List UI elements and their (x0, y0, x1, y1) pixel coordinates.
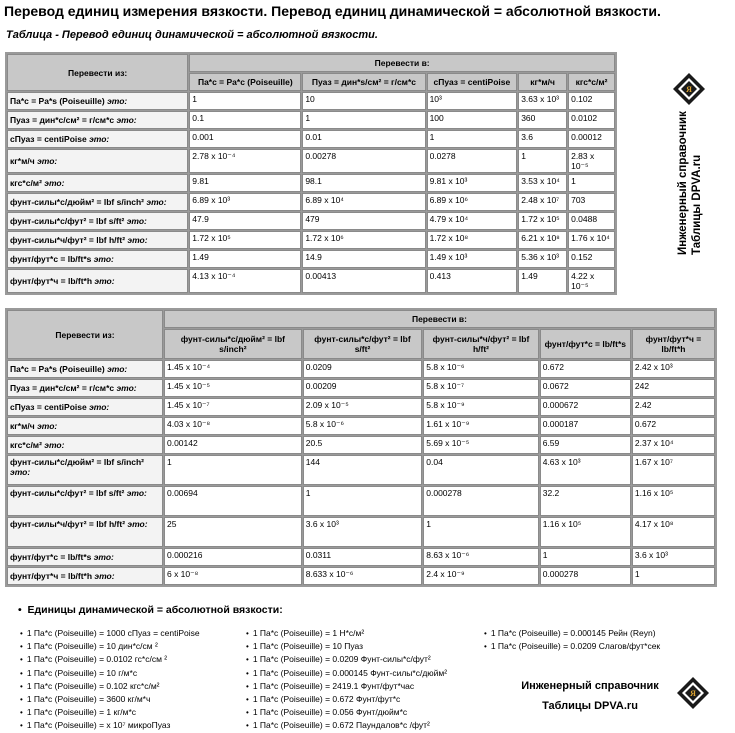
table-cell: 2.42 x 10³ (632, 360, 715, 378)
unit-equivalence-item: • 1 Па*с (Poiseuille) = 0.000145 Рейн (Reyn) (484, 627, 660, 640)
table-cell: 1.72 x 10⁸ (427, 231, 518, 249)
units-title-text: Единицы динамической = абсолютной вязкости: (27, 604, 283, 616)
table-cell: 1 (423, 517, 538, 547)
column-header: кгс*с/м² (568, 73, 615, 91)
unit-equivalence-item: • 1 Па*с (Poiseuille) = 0.056 Фунт/дюйм*с (246, 706, 447, 719)
row-header (7, 149, 188, 173)
table-row (7, 486, 715, 516)
table-cell: 0.0102 (568, 111, 615, 129)
table-cell: 1.45 x 10⁻⁷ (164, 398, 302, 416)
unit-equivalence-item: • 1 Па*с (Poiseuille) = 2419.1 Фунт/фут*час (246, 680, 447, 693)
table-cell: 8.633 x 10⁻⁶ (303, 567, 423, 585)
table-row (7, 92, 615, 110)
row-unit-name: фунт-силы*с/фут² = lbf s/ft² (10, 216, 127, 226)
table-cell: 6.89 x 10⁴ (302, 193, 425, 211)
table-cell: 6 x 10⁻⁸ (164, 567, 302, 585)
row-unit-name: фунт/фут*с = lb/ft*s (10, 552, 94, 562)
table-cell: 0.0209 (303, 360, 423, 378)
table-cell: 3.6 (518, 130, 567, 148)
row-suffix: это: (89, 134, 110, 144)
table-row (7, 436, 715, 454)
table-cell: 1 (518, 149, 567, 173)
table-cell: 4.13 x 10⁻⁴ (189, 269, 301, 293)
table-cell: 0.04 (423, 455, 538, 485)
column-header: фунт/фут*ч = lb/ft*h (632, 329, 715, 359)
table-cell: 1.49 (189, 250, 301, 268)
row-suffix: это: (126, 216, 147, 226)
table-cell: 0.0278 (427, 149, 518, 173)
units-list-col2 (246, 627, 447, 733)
table-row (7, 193, 615, 211)
page-title: Перевод единиц измерения вязкости. Перевод единиц динамической = абсолютной вязкости. (4, 3, 661, 19)
row-header (7, 379, 163, 397)
table-row (7, 269, 615, 293)
row-suffix: это: (44, 178, 65, 188)
table-cell: 0.00278 (302, 149, 425, 173)
table-cell: 1.72 x 10⁶ (302, 231, 425, 249)
table-cell: 5.69 x 10⁻⁵ (423, 436, 538, 454)
row-header (7, 174, 188, 192)
table-cell: 25 (164, 517, 302, 547)
unit-equivalence-item: • 1 Па*с (Poiseuille) = 3600 кг/м*ч (20, 693, 200, 706)
svg-text:Я: Я (686, 85, 692, 94)
table-cell: 242 (632, 379, 715, 397)
table-cell: 0.01 (302, 130, 425, 148)
table-cell: 20.5 (303, 436, 423, 454)
table-cell: 0.00142 (164, 436, 302, 454)
table-cell: 0.0488 (568, 212, 615, 230)
table-row (7, 130, 615, 148)
table-cell: 1.49 (518, 269, 567, 293)
row-header (7, 231, 188, 249)
row-header (7, 250, 188, 268)
table-row (7, 111, 615, 129)
unit-equivalence-item: • 1 Па*с (Poiseuille) = 0.672 Фунт/фут*с (246, 693, 447, 706)
table-cell: 1 (568, 174, 615, 192)
table-cell: 1 (540, 548, 631, 566)
row-header (7, 92, 188, 110)
row-header (7, 130, 188, 148)
unit-equivalence-item: • 1 Па*с (Poiseuille) = 0.000145 Фунт-силы*с/дюйм² (246, 667, 447, 680)
table-row (7, 517, 715, 547)
table-cell: 1.72 x 10⁵ (518, 212, 567, 230)
table-row (7, 379, 715, 397)
row-suffix: это: (116, 383, 137, 393)
row-unit-name: сПуаз = centiPoise (10, 134, 90, 144)
units-list-col1 (20, 627, 200, 733)
row-unit-name: кгс*с/м² (10, 440, 45, 450)
table-cell: 14.9 (302, 250, 425, 268)
table-cell: 0.001 (189, 130, 301, 148)
table-cell: 0.413 (427, 269, 518, 293)
unit-equivalence-item: • 1 Па*с (Poiseuille) = 0.0102 гс*с/см ² (20, 653, 200, 666)
row-suffix: это: (116, 115, 137, 125)
table-cell: 4.79 x 10⁴ (427, 212, 518, 230)
row-unit-name: фунт/фут*с = lb/ft*s (10, 254, 94, 264)
table-cell: 5.36 x 10³ (518, 250, 567, 268)
to-header: Перевести в: (189, 54, 615, 72)
table-row (7, 360, 715, 378)
conversion-table-2 (5, 308, 717, 587)
to-header: Перевести в: (164, 310, 715, 328)
units-title-bullet: • (18, 604, 28, 616)
column-header: фунт-силы*с/фут² = lbf s/ft² (303, 329, 423, 359)
row-suffix: это: (89, 402, 110, 412)
row-unit-name: фунт/фут*ч = lb/ft*h (10, 571, 95, 581)
from-header: Перевести из: (7, 310, 163, 359)
table-cell: 5.8 x 10⁻⁶ (303, 417, 423, 435)
row-suffix: это: (93, 552, 114, 562)
row-header (7, 436, 163, 454)
table-cell: 0.0311 (303, 548, 423, 566)
table-row (7, 212, 615, 230)
table-cell: 2.48 x 10⁷ (518, 193, 567, 211)
row-suffix: это: (146, 197, 167, 207)
row-unit-name: Па*с = Pa*s (Poiseuille) (10, 364, 108, 374)
table-cell: 1 (632, 567, 715, 585)
table-cell: 479 (302, 212, 425, 230)
column-header: фунт/фут*с = lb/ft*s (540, 329, 631, 359)
table-cell: 1.16 x 10⁵ (632, 486, 715, 516)
row-header (7, 111, 188, 129)
row-header (7, 398, 163, 416)
table-row (7, 548, 715, 566)
from-header: Перевести из: (7, 54, 188, 91)
table-cell: 1 (427, 130, 518, 148)
table-cell: 4.17 x 10⁸ (632, 517, 715, 547)
table-cell: 10 (302, 92, 425, 110)
units-title (18, 604, 283, 616)
table-cell: 0.1 (189, 111, 301, 129)
table-row (7, 455, 715, 485)
row-header (7, 417, 163, 435)
table-cell: 360 (518, 111, 567, 129)
row-unit-name: Пуаз = дин*с/см² = г/см*с (10, 383, 117, 393)
table-cell: 0.00413 (302, 269, 425, 293)
row-unit-name: фунт-силы*с/фут² = lbf s/ft² (10, 488, 127, 498)
header-row (7, 310, 715, 328)
row-unit-name: фунт-силы*с/дюйм² = lbf s/inch² (10, 197, 147, 207)
table-cell: 0.00209 (303, 379, 423, 397)
row-unit-name: кг*м/ч (10, 156, 38, 166)
table-cell: 1.67 x 10⁷ (632, 455, 715, 485)
table-cell: 0.000216 (164, 548, 302, 566)
table-cell: 0.0672 (540, 379, 631, 397)
row-suffix: это: (127, 235, 148, 245)
table-cell: 9.81 x 10³ (427, 174, 518, 192)
table-cell: 5.8 x 10⁻⁷ (423, 379, 538, 397)
row-header (7, 567, 163, 585)
row-header (7, 517, 163, 547)
unit-equivalence-item: • 1 Па*с (Poiseuille) = 10 дин*с/см ² (20, 640, 200, 653)
table-cell: 4.03 x 10⁻⁸ (164, 417, 302, 435)
table-cell: 2.37 x 10⁴ (632, 436, 715, 454)
row-suffix: это: (126, 488, 147, 498)
unit-equivalence-item: • 1 Па*с (Poiseuille) = 1 Н*с/м² (246, 627, 447, 640)
table-cell: 4.63 x 10³ (540, 455, 631, 485)
table-cell: 1.45 x 10⁻⁵ (164, 379, 302, 397)
row-unit-name: Па*с = Pa*s (Poiseuille) (10, 96, 108, 106)
table-row (7, 149, 615, 173)
row-suffix: это: (37, 421, 58, 431)
row-unit-name: кгс*с/м² (10, 178, 45, 188)
table-cell: 0.152 (568, 250, 615, 268)
row-suffix: это: (94, 276, 115, 286)
table-cell: 2.42 (632, 398, 715, 416)
table-cell: 1.49 x 10³ (427, 250, 518, 268)
column-header: фунт-силы*ч/фут² = lbf h/ft² (423, 329, 538, 359)
table-cell: 3.6 x 10³ (303, 517, 423, 547)
table-cell: 1.16 x 10⁵ (540, 517, 631, 547)
table-cell: 4.22 x 10⁻⁵ (568, 269, 615, 293)
row-suffix: это: (93, 254, 114, 264)
table-cell: 47.9 (189, 212, 301, 230)
table-cell: 2.83 x 10⁻⁵ (568, 149, 615, 173)
table-cell: 0.000672 (540, 398, 631, 416)
table-cell: 6.21 x 10⁸ (518, 231, 567, 249)
table-cell: 3.6 x 10³ (632, 548, 715, 566)
table-cell: 2.4 x 10⁻⁹ (423, 567, 538, 585)
table-cell: 703 (568, 193, 615, 211)
table-cell: 100 (427, 111, 518, 129)
table-cell: 9.81 (189, 174, 301, 192)
unit-equivalence-item: • 1 Па*с (Poiseuille) = x 10⁷ микроПуаз (20, 719, 200, 732)
table-cell: 1 (189, 92, 301, 110)
row-unit-name: Пуаз = дин*с/см² = г/см*с (10, 115, 117, 125)
row-header (7, 360, 163, 378)
table-cell: 1.72 x 10⁵ (189, 231, 301, 249)
row-unit-name: фунт-силы*ч/фут² = lbf h/ft² (10, 235, 128, 245)
table-cell: 0.000187 (540, 417, 631, 435)
row-suffix: это: (94, 571, 115, 581)
unit-equivalence-item: • 1 Па*с (Poiseuille) = 0.672 Паундалов*с /фут² (246, 719, 447, 732)
table-cell: 0.102 (568, 92, 615, 110)
table-cell: 6.59 (540, 436, 631, 454)
table-row (7, 398, 715, 416)
row-suffix: это: (107, 364, 128, 374)
row-suffix: это: (107, 96, 128, 106)
table-cell: 8.63 x 10⁻⁶ (423, 548, 538, 566)
table-cell: 5.8 x 10⁻⁶ (423, 360, 538, 378)
table-cell: 0.00012 (568, 130, 615, 148)
table-cell: 6.89 x 10⁶ (427, 193, 518, 211)
unit-equivalence-item: • 1 Па*с (Poiseuille) = 0.102 кгс*с/м² (20, 680, 200, 693)
row-header (7, 548, 163, 566)
table-cell: 98.1 (302, 174, 425, 192)
side-brand-text (676, 111, 704, 255)
table-cell: 2.78 x 10⁻⁴ (189, 149, 301, 173)
unit-equivalence-item: • 1 Па*с (Poiseuille) = 10 Пуаз (246, 640, 447, 653)
table-row (7, 417, 715, 435)
row-suffix: это: (10, 467, 31, 477)
table-cell: 1 (302, 111, 425, 129)
row-unit-name: фунт-силы*с/дюйм² = lbf s/inch² (10, 457, 145, 467)
row-unit-name: кг*м/ч (10, 421, 38, 431)
column-header: кг*м/ч (518, 73, 567, 91)
table-cell: 5.8 x 10⁻⁹ (423, 398, 538, 416)
table-cell: 144 (303, 455, 423, 485)
unit-equivalence-item: • 1 Па*с (Poiseuille) = 0.0209 Слагов/фут*сек (484, 640, 660, 653)
table-row (7, 174, 615, 192)
table-row (7, 567, 715, 585)
dpva-logo-icon (672, 72, 706, 106)
table-cell: 3.63 x 10³ (518, 92, 567, 110)
table-cell: 1 (303, 486, 423, 516)
table-cell: 0.672 (632, 417, 715, 435)
dpva-logo-icon (676, 676, 710, 710)
table-caption: Таблица - Перевод единиц динамической = абсолютной вязкости. (6, 29, 378, 41)
side-brand-line1: Инженерный справочник (677, 111, 689, 255)
table-cell: 3.53 x 10⁴ (518, 174, 567, 192)
units-list-col3 (484, 627, 660, 653)
row-suffix: это: (44, 440, 65, 450)
table-row (7, 231, 615, 249)
row-header (7, 212, 188, 230)
column-header: сПуаз = centiPoise (427, 73, 518, 91)
table-cell: 1.76 x 10⁴ (568, 231, 615, 249)
table-cell: 0.672 (540, 360, 631, 378)
unit-equivalence-item: • 1 Па*с (Poiseuille) = 1 кг/м*с (20, 706, 200, 719)
table-cell: 0.000278 (423, 486, 538, 516)
bottom-brand-line1: Инженерный справочник (521, 680, 659, 692)
column-header: Па*с = Pa*с (Poiseuille) (189, 73, 301, 91)
row-header (7, 193, 188, 211)
column-header: Пуаз = дин*s/см² = г/см*с (302, 73, 425, 91)
svg-text:Я: Я (690, 689, 696, 698)
table-cell: 10³ (427, 92, 518, 110)
bottom-brand (520, 676, 660, 716)
table-cell: 0.00694 (164, 486, 302, 516)
table-row (7, 250, 615, 268)
row-header (7, 486, 163, 516)
table-cell: 1.45 x 10⁻⁴ (164, 360, 302, 378)
table-cell: 1.61 x 10⁻⁹ (423, 417, 538, 435)
row-unit-name: фунт-силы*ч/фут² = lbf h/ft² (10, 519, 128, 529)
row-header (7, 455, 163, 485)
table-cell: 0.000278 (540, 567, 631, 585)
table-cell: 2.09 x 10⁻⁵ (303, 398, 423, 416)
column-header: фунт-силы*с/дюйм² = lbf s/inch² (164, 329, 302, 359)
side-brand-line2: Таблицы DPVA.ru (691, 154, 703, 255)
row-suffix: это: (127, 519, 148, 529)
conversion-table-1 (5, 52, 617, 295)
row-unit-name: сПуаз = centiPoise (10, 402, 90, 412)
header-row (7, 54, 615, 72)
row-suffix: это: (37, 156, 58, 166)
bottom-brand-line2: Таблицы DPVA.ru (542, 700, 638, 712)
row-header (7, 269, 188, 293)
table-cell: 6.89 x 10³ (189, 193, 301, 211)
unit-equivalence-item: • 1 Па*с (Poiseuille) = 0.0209 Фунт-силы*с/фут² (246, 653, 447, 666)
row-unit-name: фунт/фут*ч = lb/ft*h (10, 276, 95, 286)
table-cell: 1 (164, 455, 302, 485)
unit-equivalence-item: • 1 Па*с (Poiseuille) = 1000 сПуаз = centiPoise (20, 627, 200, 640)
table-cell: 32.2 (540, 486, 631, 516)
unit-equivalence-item: • 1 Па*с (Poiseuille) = 10 г/м*с (20, 667, 200, 680)
